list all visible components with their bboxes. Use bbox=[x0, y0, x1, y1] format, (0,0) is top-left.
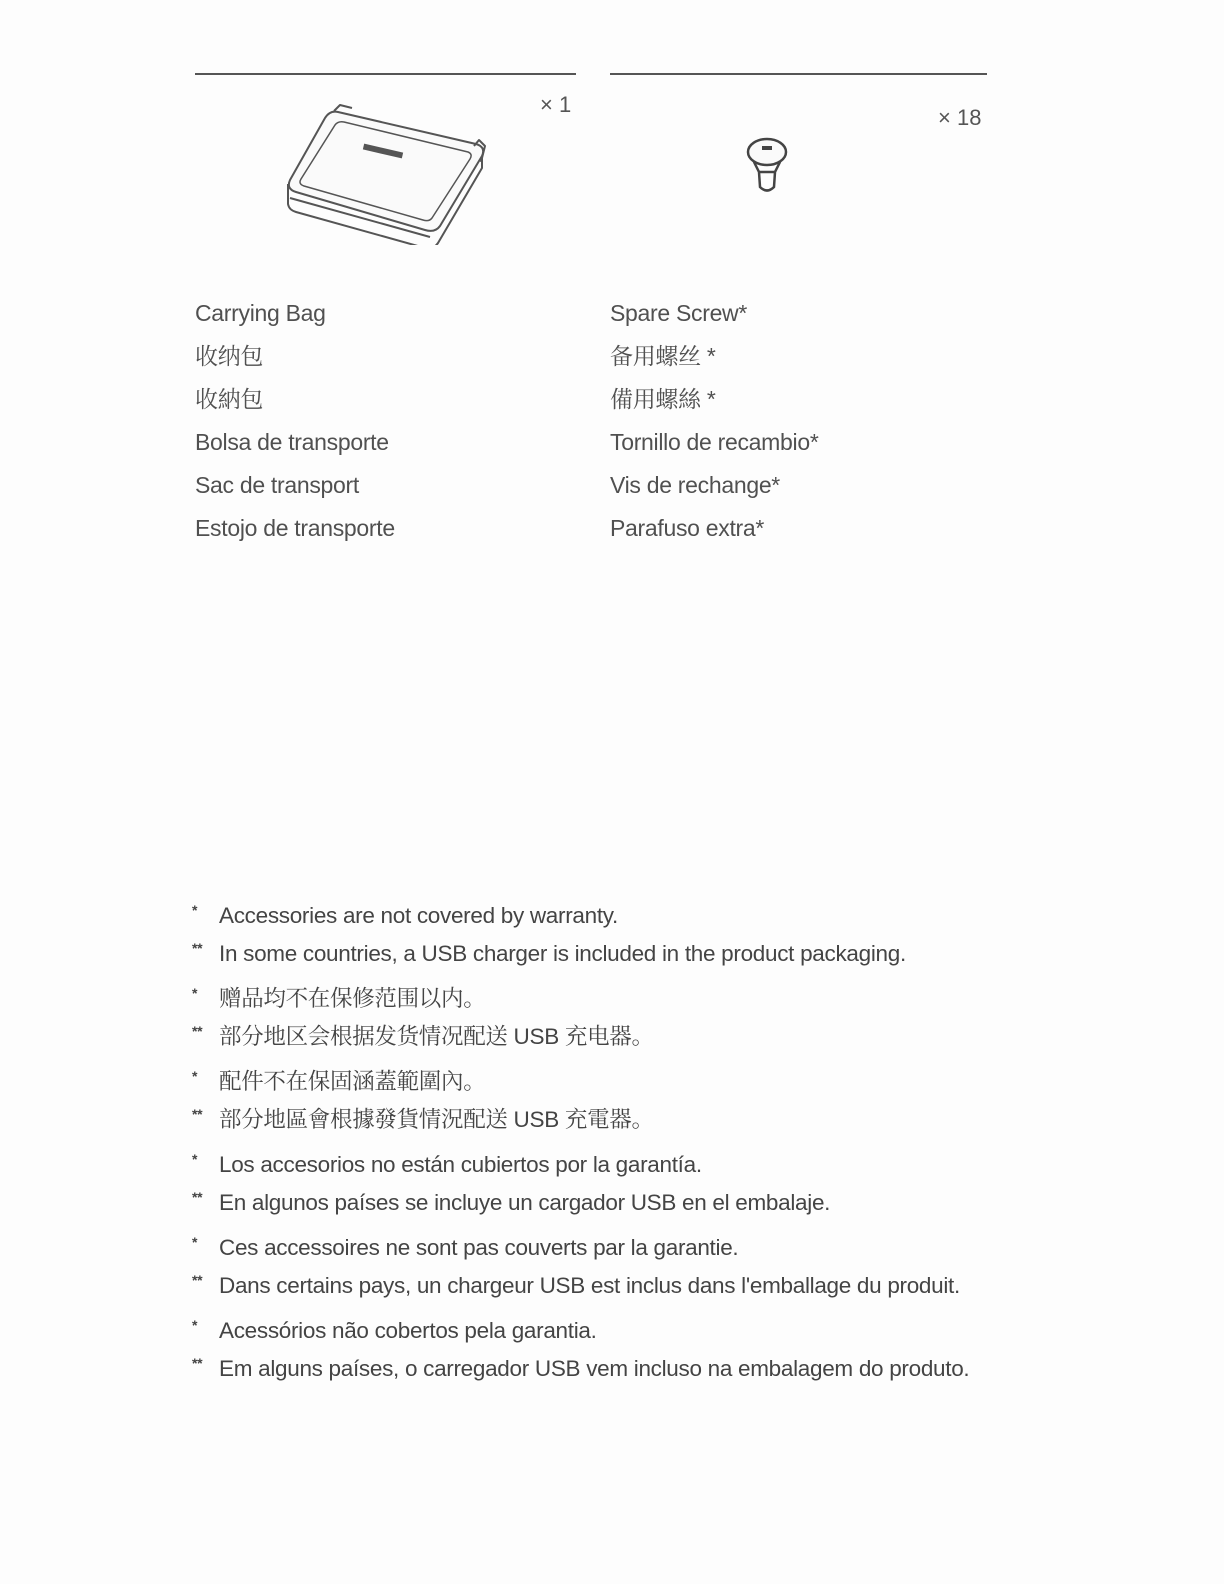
footnotes bbox=[192, 900, 992, 1398]
footnote-warranty: Ces accessoires ne sont pas couverts par la garantie. bbox=[219, 1235, 739, 1260]
double-asterisk-marker: ** bbox=[192, 1023, 203, 1039]
footnote-warranty: Los accesorios no están cubiertos por la garantía. bbox=[219, 1152, 702, 1177]
asterisk-marker: * bbox=[192, 1234, 198, 1250]
name-zh-hans: 收纳包 bbox=[195, 343, 264, 369]
asterisk-marker: * bbox=[192, 1151, 198, 1167]
footnote-group-en bbox=[192, 900, 992, 969]
footnote-group-zh-hans bbox=[192, 983, 992, 1052]
footnote-usb-charger: 部分地区会根据发货情况配送 USB 充电器。 bbox=[219, 1024, 654, 1049]
footnote-warranty: Acessórios não cobertos pela garantia. bbox=[219, 1318, 597, 1343]
asterisk-marker: * bbox=[192, 1317, 198, 1333]
footnote-group-zh-hant bbox=[192, 1066, 992, 1135]
name-fr: Sac de transport bbox=[195, 472, 359, 498]
footnote-warranty: 赠品均不在保修范围以内。 bbox=[219, 986, 486, 1011]
footnote-usb-charger: 部分地區會根據發貨情況配送 USB 充電器。 bbox=[219, 1107, 654, 1132]
spare-screw-quantity: × 18 bbox=[938, 105, 982, 130]
footnote-warranty: Accessories are not covered by warranty. bbox=[219, 903, 619, 928]
footnote-warranty: 配件不在保固涵蓋範圍內。 bbox=[219, 1069, 486, 1094]
asterisk-marker: * bbox=[192, 985, 198, 1001]
double-asterisk-marker: ** bbox=[192, 1189, 203, 1205]
carrying-bag-illustration bbox=[280, 100, 490, 245]
double-asterisk-marker: ** bbox=[192, 1106, 203, 1122]
name-es: Bolsa de transporte bbox=[195, 429, 389, 455]
name-en: Spare Screw* bbox=[610, 300, 748, 326]
name-pt: Estojo de transporte bbox=[195, 515, 395, 541]
name-es: Tornillo de recambio* bbox=[610, 429, 819, 455]
screw-illustration bbox=[742, 135, 792, 197]
footnote-group-fr bbox=[192, 1232, 992, 1301]
asterisk-marker: * bbox=[192, 902, 198, 918]
double-asterisk-marker: ** bbox=[192, 1355, 203, 1371]
footnote-usb-charger: Dans certains pays, un chargeur USB est inclus dans l'emballage du produit. bbox=[219, 1273, 960, 1298]
footnote-group-es bbox=[192, 1149, 992, 1218]
footnote-usb-charger: In some countries, a USB charger is included in the product packaging. bbox=[219, 941, 906, 966]
name-fr: Vis de rechange* bbox=[610, 472, 780, 498]
name-zh-hant: 收納包 bbox=[195, 386, 264, 412]
name-zh-hans: 备用螺丝 * bbox=[610, 343, 716, 369]
double-asterisk-marker: ** bbox=[192, 940, 203, 956]
spare-screw-names bbox=[610, 298, 818, 556]
footnote-usb-charger: Em alguns países, o carregador USB vem incluso na embalagem do produto. bbox=[219, 1356, 970, 1381]
asterisk-marker: * bbox=[192, 1068, 198, 1084]
double-asterisk-marker: ** bbox=[192, 1272, 203, 1288]
footnote-usb-charger: En algunos países se incluye un cargador USB en el embalaje. bbox=[219, 1190, 831, 1215]
name-zh-hant: 備用螺絲 * bbox=[610, 386, 716, 412]
carrying-bag-names bbox=[195, 298, 395, 556]
left-column-rule bbox=[195, 73, 576, 75]
right-column-rule bbox=[610, 73, 987, 75]
name-pt: Parafuso extra* bbox=[610, 515, 765, 541]
name-en: Carrying Bag bbox=[195, 300, 326, 326]
footnote-group-pt bbox=[192, 1315, 992, 1384]
carrying-bag-quantity: × 1 bbox=[540, 92, 572, 117]
